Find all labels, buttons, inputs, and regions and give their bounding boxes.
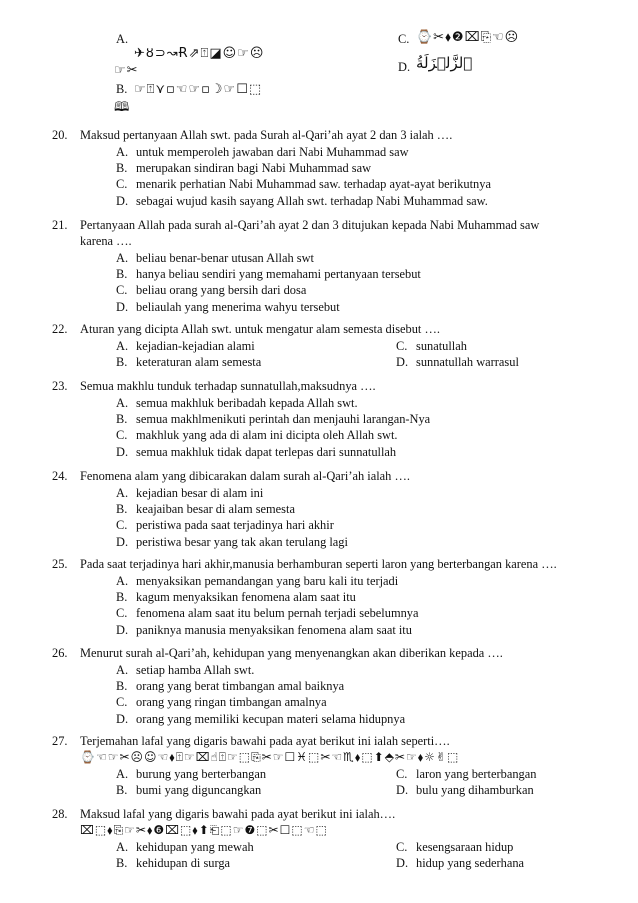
option-letter: A. (116, 145, 129, 159)
option-letter: D. (116, 622, 129, 637)
arabic-verse-glyphs: ⌚☜☞✂☹☺☜⬧⍐☞⌧☝⍐☞⬚⎘✂☞☐♓⬚✂☜♏⬧⬚⬆⬘✂☞⬧☼✌⬚ (80, 750, 460, 764)
answer-option[interactable] (116, 534, 592, 550)
option-text: kagum menyaksikan fenomena alam saat itu (136, 590, 356, 605)
question-27 (52, 733, 592, 798)
option-text: orang yang ringan timbangan amalnya (136, 695, 327, 710)
option-b-glyph-line1: ☞⍐⋎▫☜☞▫☽☞☐⬚ (134, 82, 263, 97)
answer-option[interactable] (116, 193, 592, 209)
question-text: Aturan yang dicipta Allah swt. untuk mengatur alam semesta disebut …. (80, 322, 440, 336)
answer-option[interactable] (116, 766, 396, 782)
option-text: burung yang berterbangan (136, 767, 267, 781)
option-b-label: B. (116, 82, 128, 96)
option-text: semua makhluk tidak dapat terlepas dari sunnatullah (136, 444, 397, 459)
option-letter: B. (116, 856, 128, 871)
option-letter: D. (116, 444, 129, 459)
answer-option[interactable] (116, 427, 592, 443)
option-text: bumi yang diguncangkan (136, 783, 262, 798)
answer-option[interactable] (116, 299, 592, 315)
option-letter: D. (396, 783, 409, 798)
question-number: 23. (52, 379, 68, 393)
option-d-arabic: ٱلزَّلۡزَلَةُ (416, 54, 473, 72)
question-23 (52, 378, 592, 460)
option-a-glyph-line2: ☞✂ (114, 63, 139, 78)
option-text: keteraturan alam semesta (136, 355, 262, 370)
answer-option[interactable] (396, 354, 616, 370)
answer-option[interactable] (396, 839, 616, 855)
option-d-label: D. (398, 60, 411, 74)
option-text: kejadian besar di alam ini (136, 486, 264, 500)
question-21 (52, 217, 592, 315)
answer-option[interactable] (396, 782, 616, 798)
question-number: 28. (52, 807, 68, 821)
option-text: orang yang memiliki kecupan materi selama hidupnya (136, 711, 406, 726)
answer-option[interactable] (116, 176, 592, 192)
answer-option[interactable] (116, 411, 592, 427)
option-text: menyaksikan pemandangan yang baru kali itu terjadi (136, 574, 399, 588)
option-text: hanya beliau sendiri yang memahami pertanyaan tersebut (136, 267, 421, 282)
question-number: 22. (52, 322, 68, 336)
question-number: 25. (52, 557, 68, 571)
option-text: hidup yang sederhana (416, 856, 525, 871)
option-letter: A. (116, 396, 129, 410)
option-letter: B. (116, 590, 128, 605)
question-text-continued: karena …. (80, 234, 132, 248)
option-text: peristiwa pada saat terjadinya hari akhir (136, 518, 334, 533)
answer-option[interactable] (116, 678, 592, 694)
question-number: 26. (52, 646, 68, 660)
option-text: peristiwa besar yang tak akan terulang lagi (136, 534, 348, 549)
option-letter: A. (116, 486, 129, 500)
answer-option[interactable] (116, 782, 396, 798)
option-letter: C. (396, 339, 408, 353)
answer-option[interactable] (396, 338, 616, 354)
option-letter: D. (396, 355, 409, 370)
option-letter: A. (116, 339, 129, 353)
answer-option[interactable] (116, 517, 592, 533)
answer-option[interactable] (396, 855, 616, 871)
option-letter: A. (116, 574, 129, 588)
answer-option[interactable] (116, 711, 592, 727)
option-letter: C. (116, 283, 128, 298)
option-text: sunatullah (416, 339, 467, 353)
option-letter: B. (116, 502, 128, 517)
question-24 (52, 468, 592, 550)
option-text: untuk memperoleh jawaban dari Nabi Muhammad saw (136, 145, 409, 159)
option-letter: C. (116, 428, 128, 443)
question-text: Pertanyaan Allah pada surah al-Qari’ah ayat 2 dan 3 ditujukan kepada Nabi Muhammad saw (80, 218, 540, 232)
answer-option[interactable] (116, 855, 396, 871)
answer-option[interactable] (116, 338, 396, 354)
answer-option[interactable] (116, 250, 592, 266)
answer-option[interactable] (116, 662, 592, 678)
option-text: paniknya manusia menyaksikan fenomena alam saat itu (136, 622, 412, 637)
answer-option[interactable] (116, 395, 592, 411)
option-text: beliau benar-benar utusan Allah swt (136, 251, 314, 265)
option-text: laron yang berterbangan (416, 767, 537, 781)
option-letter: C. (116, 518, 128, 533)
option-text: merupakan sindiran bagi Nabi Muhammad saw (136, 161, 372, 176)
answer-option[interactable] (116, 444, 592, 460)
option-letter: C. (116, 606, 128, 621)
answer-option[interactable] (396, 766, 616, 782)
answer-option[interactable] (116, 144, 592, 160)
question-text: Pada saat terjadinya hari akhir,manusia berhamburan seperti laron yang berterbangan karena …. (80, 557, 557, 571)
option-letter: D. (396, 856, 409, 871)
answer-option[interactable] (116, 622, 592, 638)
option-c-label: C. (398, 32, 410, 46)
option-text: kehidupan di surga (136, 856, 231, 871)
question-number: 24. (52, 469, 68, 483)
option-letter: B. (116, 412, 128, 427)
option-letter: B. (116, 161, 128, 176)
option-text: kejadian-kejadian alami (136, 339, 255, 353)
question-text: Fenomena alam yang dibicarakan dalam surah al-Qari’ah ialah …. (80, 469, 410, 483)
option-b-glyph-line2: 🕮 (114, 100, 131, 115)
arabic-verse-glyphs: ⌧⬚⬧⎘☞✂⬧❻⌧⬚⬧⬆⎗⬚☞❼⬚✂☐⬚☜⬚ (80, 823, 328, 837)
option-letter: A. (116, 767, 129, 781)
option-letter: D. (116, 534, 129, 549)
option-letter: D. (116, 299, 129, 314)
question-number: 27. (52, 734, 68, 748)
question-text: Menurut surah al-Qari’ah, kehidupan yang menyenangkan akan diberikan kepada …. (80, 646, 503, 660)
question-number: 20. (52, 128, 68, 142)
option-text: keajaiban besar di alam semesta (136, 502, 295, 517)
question-22 (52, 321, 592, 370)
option-letter: B. (116, 355, 128, 370)
answer-option[interactable] (116, 605, 592, 621)
question-text: Semua makhlu tunduk terhadap sunnatullah,maksudnya …. (80, 379, 376, 393)
option-letter: A. (116, 663, 129, 677)
question-26 (52, 645, 592, 727)
option-text: kehidupan yang mewah (136, 840, 254, 854)
option-a-label: A. (116, 32, 129, 46)
option-text: makhluk yang ada di alam ini dicipta oleh Allah swt. (136, 428, 398, 443)
option-text: fenomena alam saat itu belum pernah terjadi sebelumnya (136, 606, 419, 621)
question-25 (52, 556, 592, 638)
question-text: Maksud pertanyaan Allah swt. pada Surah al-Qari’ah ayat 2 dan 3 ialah …. (80, 128, 453, 142)
option-c-glyph: ⌚✂⬧❷⌧⎘☜☹ (416, 30, 520, 45)
answer-option[interactable] (116, 354, 396, 370)
option-letter: C. (396, 767, 408, 781)
option-letter: D. (116, 711, 129, 726)
option-letter: B. (116, 267, 128, 282)
answer-option[interactable] (116, 694, 592, 710)
question-28 (52, 806, 592, 871)
answer-option[interactable] (116, 839, 396, 855)
option-text: sebagai wujud kasih sayang Allah swt. terhadap Nabi Muhammad saw. (136, 193, 488, 208)
option-text: orang yang berat timbangan amal baiknya (136, 679, 345, 694)
option-text: beliau orang yang bersih dari dosa (136, 283, 307, 298)
question-text: Maksud lafal yang digaris bawahi pada ayat berikut ini ialah…. (80, 807, 396, 821)
answer-option[interactable] (116, 160, 592, 176)
option-a-glyph-line1: ✈ȣ⊃↝Ɍ⇗⍐◪☺☞☹ (134, 46, 265, 61)
option-text: setiap hamba Allah swt. (136, 663, 255, 677)
answer-option[interactable] (116, 589, 592, 605)
option-letter: C. (116, 177, 128, 192)
option-letter: C. (396, 840, 408, 854)
question-20 (52, 127, 592, 209)
answer-option[interactable] (116, 282, 592, 298)
answer-option[interactable] (116, 485, 592, 501)
answer-option[interactable] (116, 501, 592, 517)
option-text: menarik perhatian Nabi Muhammad saw. terhadap ayat-ayat berikutnya (136, 177, 491, 192)
question-number: 21. (52, 218, 68, 232)
option-text: semua makhlmenikuti perintah dan menjauhi larangan-Nya (136, 412, 431, 427)
option-letter: B. (116, 679, 128, 694)
option-letter: A. (116, 251, 129, 265)
option-letter: C. (116, 695, 128, 710)
answer-option[interactable] (116, 573, 592, 589)
option-text: semua makhluk beribadah kepada Allah swt. (136, 396, 358, 410)
answer-option[interactable] (116, 266, 592, 282)
option-text: bulu yang dihamburkan (416, 783, 534, 798)
option-text: beliaulah yang menerima wahyu tersebut (136, 299, 340, 314)
option-letter: A. (116, 840, 129, 854)
option-letter: D. (116, 193, 129, 208)
question-text: Terjemahan lafal yang digaris bawahi pada ayat berikut ini ialah seperti…. (80, 734, 450, 748)
option-text: sunnatullah warrasul (416, 355, 519, 370)
option-letter: B. (116, 783, 128, 798)
option-text: kesengsaraan hidup (416, 840, 514, 854)
